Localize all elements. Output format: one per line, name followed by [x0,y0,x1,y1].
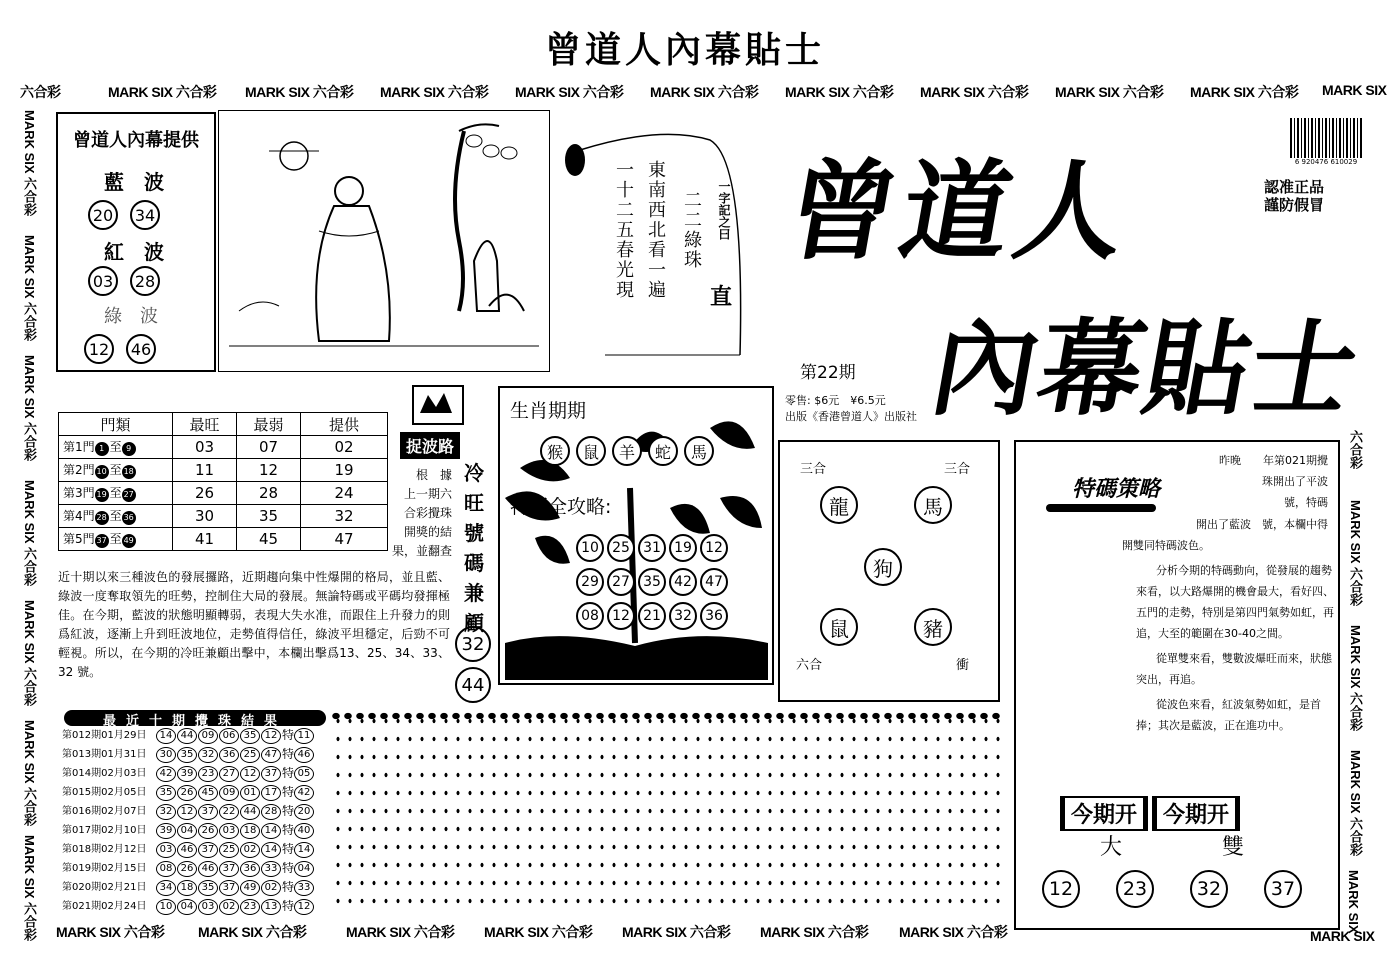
barcode [1290,118,1362,168]
brand-zh: 六合彩 [1257,84,1299,100]
doors-table [58,412,388,551]
barcode-number: 6 920476 610029 [1294,158,1358,166]
brand-en: MARK SIX [785,84,850,100]
brand-zh: 六合彩 [312,84,354,100]
strategy-number: 32 [1190,870,1228,908]
open-label: 今期开 [1060,796,1148,831]
auth-line2: 謹防假冒 [1264,196,1325,214]
blue-number: 20 [88,200,118,230]
col-header: 最旺 [173,413,237,436]
zodiac-animal: 鼠 [576,436,606,466]
strategy-number: 37 [1264,870,1302,908]
brand-strip-right: 六合彩 MARK SIX 六合彩 MARK SIX 六合彩 MARK SIX 六合彩 MARK SIX [1346,430,1363,934]
zodiac-animal: 蛇 [648,436,678,466]
green-wave-label: 綠 波 [104,306,158,327]
brand-en: MARK SIX [1055,84,1120,100]
issue-publisher: 出版《香港曾道人》出版社 [785,410,917,423]
brand-zh: 六合彩 [20,84,61,100]
catch-wave-label: 捉波路 [400,432,460,459]
strategy-intro: 開雙同特碼波色。 [1122,539,1210,552]
strategy-paragraph: 分析今期的特碼動向，從發展的趨勢來看，以大路爆開的機會最大，看好四、五門的走勢，特別是第四門氣勢如虹，再追，大至的範圍在30-40之間。 [1136,564,1334,640]
result-row: 第017期02月10日 39 04 26 03 18 14 特 40 [62,821,334,840]
analysis-text: 近十期以來三種波色的發展攞路，近期趨向集中性爆開的格局，並且藍、綠波一度奪取領先的旺勢，控制住大局的發展。無論特碼或平碼均發揮極佳。在今期，藍波的狀態明顯轉弱，表現大失水准，而跟住上升發力的則爲紅波，逐漸上升到旺波地位，走勢值得信任，綠波平坦穩定，后勁不可輕視。所以，在今期的冷旺兼顧出擊中，本欄出擊爲13、25、34、33、32 號。 [58,570,450,679]
sanhe-animal: 豬 [914,608,952,646]
table-row: 第3門 19 至 27 26 28 24 [59,482,388,505]
wave-box [56,112,216,372]
results-title: 最近十期攪珠結果 [64,710,326,726]
brand-en: MARK SIX [1322,82,1387,98]
strategy-title: 特碼策略 [1072,477,1161,502]
poem-line: 二二綠珠 [681,190,702,270]
result-row: 第013期01月31日 30 35 32 36 25 47 特 46 [62,745,334,764]
col-header: 提供 [301,413,388,436]
red-number: 28 [130,266,160,296]
catch-wave-icon [412,385,464,425]
strategy-intro: 開出了藍波 號，本欄中得 [1196,518,1328,531]
green-number: 12 [84,334,114,364]
catch-wave-text: 根 據 上一期六 合彩攪珠 開獎的結 果，並翻查 [391,468,452,558]
brand-zh: 六合彩 [987,84,1029,100]
attack-number: 27 [607,568,635,596]
poem-line: 東南西北看一遍 [645,160,666,300]
brand-en: MARK SIX [515,84,580,100]
strategy-box [1014,440,1340,930]
strategy-intro: 號，特碼 [1284,496,1328,509]
catch-number: 44 [455,667,491,703]
attack-number: 12 [700,534,728,562]
auth-line1: 認准正品 [1264,178,1325,196]
red-wave-label: 紅 波 [104,240,164,264]
attack-number: 08 [576,602,604,630]
zodiac-title: 生肖期期 [510,400,587,422]
strategy-number: 23 [1116,870,1154,908]
strategy-paragraph: 從波色來看，紅波氣勢如虹，是首捧；其次是藍波，正在進功中。 [1136,698,1321,732]
attack-number: 10 [576,534,604,562]
attack-number: 36 [700,602,728,630]
issue-price: 零售: $6元 ¥6.5元 [785,394,886,407]
brand-zh: 六合彩 [1122,84,1164,100]
brand-en: MARK SIX [920,84,985,100]
zodiac-animal: 猴 [540,436,570,466]
sanhe-animal: 鼠 [820,608,858,646]
sanhe-animal: 馬 [914,486,952,524]
sanhe-label-left: 三合 [800,462,827,477]
attack-number: 25 [607,534,635,562]
attack-number: 42 [669,568,697,596]
sanhe-box [778,440,1000,702]
brand-en: MARK SIX [1310,928,1375,944]
brand-en: MARK SIX [108,84,173,100]
open-label: 今期开 [1152,796,1240,831]
table-row: 第5門 37 至 49 41 45 47 [59,528,388,551]
table-row: 第1門 1 至 9 03 07 02 [59,436,388,459]
col-header: 門類 [59,413,173,436]
result-row: 第019期02月15日 08 26 46 37 36 33 特 04 [62,859,334,878]
sage-illustration [218,110,550,372]
logo-line2: 內幕貼士 [922,308,1369,430]
brand-zh: 六合彩 [582,84,624,100]
results-dots-header [330,711,1000,721]
brand-en: MARK SIX [650,84,715,100]
poem-scroll [560,120,760,360]
attack-number: 19 [669,534,697,562]
result-row: 第012期01月29日 14 44 09 06 35 12 特 11 [62,726,334,745]
col-header: 最弱 [237,413,301,436]
results-dot-area [332,712,1000,912]
attack-number: 31 [638,534,666,562]
table-row: 第2門 10 至 18 11 12 19 [59,459,388,482]
open-value: 雙 [1222,835,1245,860]
strategy-intro: 昨晚 年第021期攪 [1219,454,1328,467]
attack-label: 特碼全攻略: [510,496,612,518]
red-number: 03 [88,266,118,296]
strategy-number: 12 [1042,870,1080,908]
result-row: 第015期02月05日 35 26 45 09 01 17 特 42 [62,783,334,802]
result-row: 第021期02月24日 10 04 03 02 23 13 特 12 [62,897,334,916]
strategy-banner [1046,504,1156,512]
attack-number: 12 [607,602,635,630]
sanhe-animal: 龍 [820,486,858,524]
brand-zh: 六合彩 [175,84,217,100]
brand-strip-left: MARK SIX 六合彩 MARK SIX 六合彩 MARK SIX 六合彩 MARK SIX 六合彩 MARK SIX 六合彩 MARK SIX 六合彩 MARK SIX 六合彩 [22,110,37,942]
wave-box-header: 曾道人內幕提供 [73,130,199,151]
attack-number: 32 [669,602,697,630]
brand-en: MARK SIX [380,84,445,100]
attack-number: 35 [638,568,666,596]
poem-side-title: 一字記之曰 [717,180,731,240]
page-title: 曾道人內幕貼士 [545,29,826,71]
brand-strip-top [20,82,1387,102]
poem-line: 一十二五春光現 [613,160,634,300]
table-row: 第4門 28 至 36 30 35 32 [59,505,388,528]
result-row: 第014期02月03日 42 39 23 27 12 37 特 05 [62,764,334,783]
brand-zh: 六合彩 [447,84,489,100]
issue-label: 第22期 [800,363,856,383]
zodiac-box [498,386,774,685]
brand-en: MARK SIX [1190,84,1255,100]
results-list [62,726,334,916]
brand-zh: 六合彩 [852,84,894,100]
green-number: 46 [126,334,156,364]
logo-line1: 曾道人 [777,150,1142,275]
zodiac-animal: 馬 [684,436,714,466]
catch-wave-vertical: 冷 旺 號 碼 兼 顧 [464,461,484,635]
strategy-paragraph: 從單雙來看，雙數波爆旺而來，狀態突出，再追。 [1136,652,1332,686]
attack-number: 21 [638,602,666,630]
open-value: 大 [1100,835,1123,860]
sanhe-animal: 狗 [864,548,902,586]
strategy-intro: 珠開出了平波 [1262,475,1328,488]
zodiac-animal: 羊 [612,436,642,466]
catch-number: 32 [455,626,491,662]
blue-number: 34 [130,200,160,230]
result-row: 第018期02月12日 03 46 37 25 02 14 特 14 [62,840,334,859]
sanhe-label-bottom-left: 六合 [796,658,823,673]
poem-side-char: 直 [710,285,733,310]
brand-zh: 六合彩 [717,84,759,100]
attack-number: 47 [700,568,728,596]
result-row: 第020期02月21日 34 18 35 37 49 02 特 33 [62,878,334,897]
sanhe-label-right: 三合 [944,462,971,477]
brand-en: MARK SIX [245,84,310,100]
doors-table-wrapper [58,412,388,551]
blue-wave-label: 藍 波 [104,170,164,194]
result-row: 第016期02月07日 32 12 37 22 44 28 特 20 [62,802,334,821]
brand-strip-bottom: MARK SIX 六合彩 MARK SIX 六合彩 MARK SIX 六合彩 MARK SIX 六合彩 MARK SIX 六合彩 MARK SIX 六合彩 MARK SIX 六合彩 [56,924,1008,940]
sanhe-label-bottom-right: 衝 [956,658,970,673]
attack-number: 29 [576,568,604,596]
